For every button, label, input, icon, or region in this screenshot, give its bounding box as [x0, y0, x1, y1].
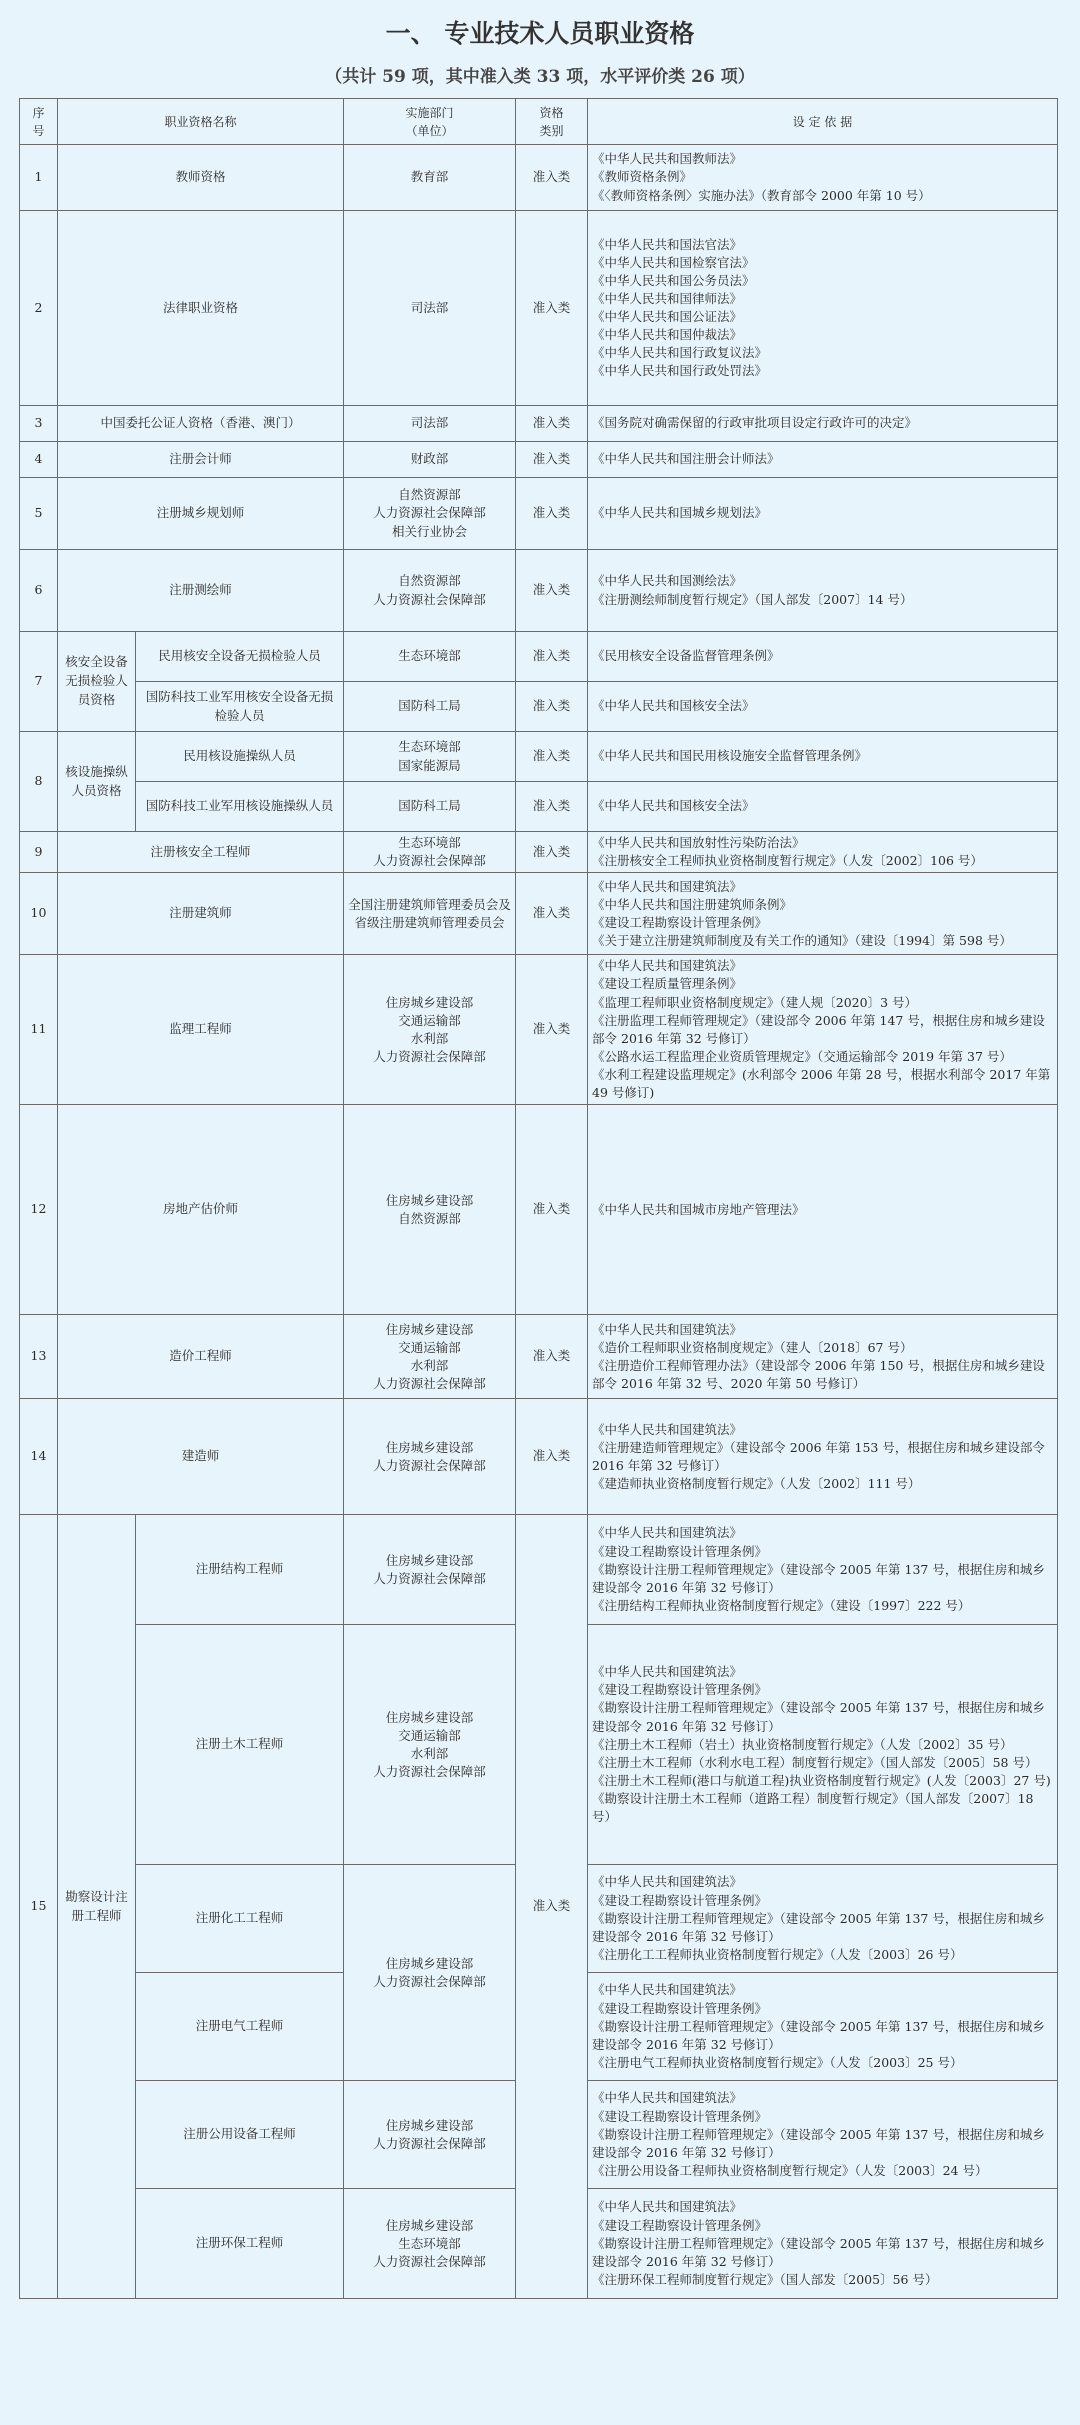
legal-basis-line: 《勘察设计注册工程师管理规定》（建设部令 2005 年第 137 号，根据住房和城乡建设部令 2016 年第 32 号修订）: [592, 1561, 1045, 1595]
table-row: [20, 406, 1058, 442]
qualification-type: 准入类: [516, 211, 588, 406]
department: [344, 955, 516, 1105]
legal-basis-line: 《注册监理工程师管理规定》（建设部令 2006 年第 147 号，根据住房和城乡建设部令 2016 年第 32 号修订）: [592, 1012, 1045, 1046]
legal-basis-line: 《注册建造师管理规定》（建设部令 2006 年第 153 号，根据住房和城乡建设部令 2016 年第 32 号修订）: [592, 1439, 1045, 1473]
qualification-name: 教师资格: [58, 145, 344, 211]
legal-basis-line: 《中华人民共和国建筑法》: [592, 2199, 743, 2215]
qualification-name: 注册结构工程师: [136, 1515, 344, 1625]
qualification-name: 房地产估价师: [58, 1105, 344, 1315]
qualification-group: 核设施操纵人员资格: [58, 732, 136, 832]
legal-basis-line: 《中华人民共和国行政处罚法》: [592, 363, 768, 379]
qualification-name: 注册城乡规划师: [58, 478, 344, 550]
header-name: 职业资格名称: [58, 99, 344, 145]
legal-basis-line: 《注册造价工程师管理办法》（建设部令 2006 年第 150 号，根据住房和城乡建设部令 2016 年第 32 号、2020 年第 50 号修订）: [592, 1357, 1045, 1391]
table-row: [20, 955, 1058, 1105]
department-line: 人力资源社会保障部: [373, 591, 486, 607]
legal-basis-line: 《中华人民共和国测绘法》: [592, 573, 743, 589]
qualification-name: 造价工程师: [58, 1315, 344, 1399]
legal-basis-line: 《建设工程勘察设计管理条例》: [592, 2217, 768, 2233]
department-line: 住房城乡建设部: [385, 1321, 474, 1337]
qualification-type: 准入类: [516, 1105, 588, 1315]
legal-basis-line: 《注册公用设备工程师执业资格制度暂行规定》（人发〔2003〕24 号）: [592, 2162, 988, 2178]
department: [344, 1515, 516, 1625]
department: [344, 1625, 516, 1865]
header-basis: 设 定 依 据: [588, 99, 1058, 145]
legal-basis-line: 《教师资格条例》: [592, 169, 693, 185]
legal-basis-line: 《民用核安全设备监督管理条例》: [592, 648, 780, 664]
department: [344, 1105, 516, 1315]
qualification-name: 国防科技工业军用核安全设备无损检验人员: [136, 682, 344, 732]
qualification-group: 勘察设计注册工程师: [58, 1515, 136, 2299]
table-header-row: [20, 99, 1058, 145]
row-number: 7: [20, 632, 58, 732]
row-number: 6: [20, 550, 58, 632]
qualification-group: 核安全设备无损检验人员资格: [58, 632, 136, 732]
department-line: 全国注册建筑师管理委员会及省级注册建筑师管理委员会: [348, 896, 511, 930]
legal-basis: [588, 732, 1058, 782]
department: [344, 782, 516, 832]
qualification-type: 准入类: [516, 406, 588, 442]
row-number: 4: [20, 442, 58, 478]
qualification-type: 准入类: [516, 1315, 588, 1399]
department-line: 人力资源社会保障部: [373, 2135, 486, 2151]
table-row: [20, 1105, 1058, 1315]
department: [344, 406, 516, 442]
qualification-name: 注册环保工程师: [136, 2189, 344, 2299]
legal-basis-line: 《中华人民共和国建筑法》: [592, 1874, 743, 1890]
qualification-name: 注册土木工程师: [136, 1625, 344, 1865]
legal-basis-line: 《中华人民共和国检察官法》: [592, 254, 755, 270]
qualification-name: 监理工程师: [58, 955, 344, 1105]
department-line: 教育部: [410, 169, 449, 185]
legal-basis-line: 《中华人民共和国仲裁法》: [592, 327, 743, 343]
qualification-name: 建造师: [58, 1399, 344, 1515]
department: [344, 1399, 516, 1515]
legal-basis-line: 《中华人民共和国建筑法》: [592, 2090, 743, 2106]
department-line: 生态环境部: [398, 835, 461, 850]
department-line: 生态环境部: [398, 648, 461, 664]
department-line: 水利部: [410, 1030, 449, 1046]
legal-basis-line: 《中华人民共和国建筑法》: [592, 958, 743, 974]
department-line: 住房城乡建设部: [385, 994, 474, 1010]
legal-basis-line: 《建设工程勘察设计管理条例》: [592, 1892, 768, 1908]
legal-basis-line: 《中华人民共和国建筑法》: [592, 1664, 743, 1680]
table-row: [20, 682, 1058, 732]
legal-basis-line: 《建设工程质量管理条例》: [592, 976, 743, 992]
department-line: 财政部: [410, 451, 449, 467]
legal-basis-line: 《勘察设计注册工程师管理规定》（建设部令 2005 年第 137 号，根据住房和城乡建设部令 2016 年第 32 号修订）: [592, 2126, 1045, 2160]
department-line: 住房城乡建设部: [385, 1552, 474, 1568]
department: [344, 2189, 516, 2299]
legal-basis-line: 《中华人民共和国建筑法》: [592, 1982, 743, 1998]
department-line: 住房城乡建设部: [385, 1955, 474, 1971]
department: [344, 211, 516, 406]
department-line: 国防科工局: [398, 698, 461, 714]
legal-basis-line: 《中华人民共和国行政复议法》: [592, 345, 768, 361]
department-line: 住房城乡建设部: [385, 1709, 474, 1725]
legal-basis-line: 《建设工程勘察设计管理条例》: [592, 2000, 768, 2016]
legal-basis-line: 《勘察设计注册工程师管理规定》（建设部令 2005 年第 137 号，根据住房和城乡建设部令 2016 年第 32 号修订）: [592, 1910, 1045, 1944]
table-row: [20, 1399, 1058, 1515]
legal-basis-line: 《中华人民共和国民用核设施安全监督管理条例》: [592, 748, 868, 764]
legal-basis-line: 《中华人民共和国放射性污染防治法》: [592, 835, 805, 850]
legal-basis: [588, 1973, 1058, 2081]
department: [344, 478, 516, 550]
department-line: 住房城乡建设部: [385, 1439, 474, 1455]
qualification-table: [19, 98, 1058, 2299]
qualification-type: 准入类: [516, 550, 588, 632]
department-line: 水利部: [410, 1357, 449, 1373]
qualification-type: 准入类: [516, 732, 588, 782]
table-row: [20, 873, 1058, 955]
department: [344, 1865, 516, 2081]
department-line: 交通运输部: [398, 1012, 461, 1028]
legal-basis: [588, 145, 1058, 211]
legal-basis-line: 《注册电气工程师执业资格制度暂行规定》（人发〔2003〕25 号）: [592, 2054, 963, 2070]
table-row: [20, 145, 1058, 211]
row-number: 8: [20, 732, 58, 832]
department: [344, 550, 516, 632]
legal-basis-line: 《注册土木工程师（岩土）执业资格制度暂行规定》（人发〔2002〕35 号）: [592, 1736, 1013, 1752]
legal-basis-line: 《中华人民共和国城乡规划法》: [592, 505, 768, 521]
legal-basis-line: 《注册化工工程师执业资格制度暂行规定》（人发〔2003〕26 号）: [592, 1946, 963, 1962]
qualification-name: 国防科技工业军用核设施操纵人员: [136, 782, 344, 832]
department-line: 人力资源社会保障部: [373, 1375, 486, 1391]
legal-basis: [588, 406, 1058, 442]
legal-basis-line: 《中华人民共和国公务员法》: [592, 272, 755, 288]
legal-basis-line: 《建设工程勘察设计管理条例》: [592, 914, 768, 930]
department-line: 人力资源社会保障部: [373, 853, 486, 869]
qualification-type: 准入类: [516, 682, 588, 732]
legal-basis-line: 《中华人民共和国注册建筑师条例》: [592, 896, 793, 912]
row-number: 1: [20, 145, 58, 211]
department: [344, 682, 516, 732]
legal-basis: [588, 1625, 1058, 1865]
qualification-type: 准入类: [516, 442, 588, 478]
legal-basis-line: 《〈教师资格条例〉实施办法》（教育部令 2000 年第 10 号）: [592, 187, 931, 203]
department: [344, 832, 516, 873]
legal-basis: [588, 1399, 1058, 1515]
department-line: 生态环境部: [398, 739, 461, 755]
legal-basis-line: 《中华人民共和国建筑法》: [592, 878, 743, 894]
row-number: 2: [20, 211, 58, 406]
legal-basis-line: 《勘察设计注册土木工程师（道路工程）制度暂行规定》（国人部发〔2007〕18 号）: [592, 1791, 1034, 1825]
legal-basis-line: 《注册结构工程师执业资格制度暂行规定》（建设〔1997〕222 号）: [592, 1597, 971, 1613]
table-body: [20, 145, 1058, 2299]
legal-basis: [588, 873, 1058, 955]
department: [344, 873, 516, 955]
legal-basis-line: 《建设工程勘察设计管理条例》: [592, 1682, 768, 1698]
legal-basis: [588, 1105, 1058, 1315]
table-row: [20, 732, 1058, 782]
legal-basis-line: 《勘察设计注册工程师管理规定》（建设部令 2005 年第 137 号，根据住房和城乡建设部令 2016 年第 32 号修订）: [592, 1700, 1045, 1734]
legal-basis: [588, 2189, 1058, 2299]
legal-basis-line: 《中华人民共和国公证法》: [592, 309, 743, 324]
page-title: 一、 专业技术人员职业资格: [385, 19, 695, 48]
legal-basis: [588, 211, 1058, 406]
table-row: [20, 782, 1058, 832]
department-line: 国防科工局: [398, 798, 461, 814]
department-line: 司法部: [410, 299, 449, 315]
department-line: 住房城乡建设部: [385, 1192, 474, 1208]
legal-basis-line: 《公路水运工程监理企业资质管理规定》（交通运输部令 2019 年第 37 号）: [592, 1048, 1012, 1064]
table-row: [20, 832, 1058, 873]
row-number: 3: [20, 406, 58, 442]
header-dept: 实施部门 （单位）: [344, 99, 516, 145]
legal-basis-line: 《中华人民共和国注册会计师法》: [592, 451, 780, 467]
table-row: [20, 1315, 1058, 1399]
legal-basis: [588, 682, 1058, 732]
legal-basis: [588, 832, 1058, 873]
table-row: [20, 1515, 1058, 1625]
legal-basis: [588, 632, 1058, 682]
legal-basis-line: 《注册土木工程师（水利水电工程）制度暂行规定》（国人部发〔2005〕58 号）: [592, 1754, 1038, 1770]
department-line: 自然资源部: [398, 487, 461, 503]
qualification-name: 注册建筑师: [58, 873, 344, 955]
legal-basis-line: 《中华人民共和国教师法》: [592, 151, 743, 167]
legal-basis: [588, 1315, 1058, 1399]
row-number: 12: [20, 1105, 58, 1315]
qualification-name: 中国委托公证人资格（香港、澳门）: [58, 406, 344, 442]
legal-basis-line: 《中华人民共和国城市房地产管理法》: [592, 1201, 805, 1217]
department-line: 人力资源社会保障部: [373, 1048, 486, 1064]
department-line: 自然资源部: [398, 573, 461, 589]
department-line: 国家能源局: [398, 757, 461, 773]
qualification-name: 注册会计师: [58, 442, 344, 478]
qualification-name: 注册化工工程师: [136, 1865, 344, 1973]
legal-basis-line: 《勘察设计注册工程师管理规定》（建设部令 2005 年第 137 号，根据住房和城乡建设部令 2016 年第 32 号修订）: [592, 2018, 1045, 2052]
department-line: 水利部: [410, 1745, 449, 1761]
legal-basis-line: 《注册测绘师制度暂行规定》（国人部发〔2007〕14 号）: [592, 591, 913, 607]
table-row: [20, 478, 1058, 550]
qualification-name: 注册电气工程师: [136, 1973, 344, 2081]
legal-basis-line: 《中华人民共和国建筑法》: [592, 1525, 743, 1541]
legal-basis: [588, 478, 1058, 550]
page-subtitle: （共计 59 项，其中准入类 33 项，水平评价类 26 项）: [325, 67, 755, 87]
row-number: 15: [20, 1515, 58, 2299]
qualification-type: 准入类: [516, 873, 588, 955]
legal-basis-line: 《造价工程师职业资格制度规定》（建人〔2018〕67 号）: [592, 1339, 913, 1355]
department-line: 人力资源社会保障部: [373, 1570, 486, 1586]
department-line: 自然资源部: [398, 1210, 461, 1226]
qualification-type: 准入类: [516, 632, 588, 682]
row-number: 10: [20, 873, 58, 955]
legal-basis-line: 《中华人民共和国核安全法》: [592, 798, 755, 814]
legal-basis-line: 《建设工程勘察设计管理条例》: [592, 2108, 768, 2124]
department: [344, 442, 516, 478]
legal-basis: [588, 550, 1058, 632]
row-number: 9: [20, 832, 58, 873]
department-line: 司法部: [410, 415, 449, 431]
qualification-name: 注册公用设备工程师: [136, 2081, 344, 2189]
department-line: 人力资源社会保障部: [373, 1457, 486, 1473]
qualification-type: 准入类: [516, 955, 588, 1105]
qualification-type: 准入类: [516, 1399, 588, 1515]
department-line: 生态环境部: [398, 2235, 461, 2251]
department: [344, 2081, 516, 2189]
department-line: 人力资源社会保障部: [373, 505, 486, 521]
qualification-name: 民用核设施操纵人员: [136, 732, 344, 782]
legal-basis-line: 《注册核安全工程师执业资格制度暂行规定》（人发〔2002〕106 号）: [592, 853, 983, 869]
department-line: 交通运输部: [398, 1339, 461, 1355]
legal-basis-line: 《中华人民共和国核安全法》: [592, 698, 755, 714]
header-no: 序 号: [20, 99, 58, 145]
department-line: 住房城乡建设部: [385, 2117, 474, 2133]
legal-basis-line: 《勘察设计注册工程师管理规定》（建设部令 2005 年第 137 号，根据住房和城乡建设部令 2016 年第 32 号修订）: [592, 2235, 1045, 2269]
qualification-type: 准入类: [516, 782, 588, 832]
department-line: 住房城乡建设部: [385, 2217, 474, 2233]
legal-basis-line: 《注册环保工程师制度暂行规定》（国人部发〔2005〕56 号）: [592, 2271, 938, 2287]
legal-basis-line: 《监理工程师职业资格制度规定》（建人规〔2020〕3 号）: [592, 994, 918, 1010]
legal-basis: [588, 1865, 1058, 1973]
row-number: 13: [20, 1315, 58, 1399]
table-row: [20, 442, 1058, 478]
table-row: [20, 550, 1058, 632]
legal-basis: [588, 782, 1058, 832]
qualification-name: 注册核安全工程师: [58, 832, 344, 873]
legal-basis-line: 《注册土木工程师(港口与航道工程)执业资格制度暂行规定》(人发〔2003〕27 号): [592, 1772, 1051, 1788]
legal-basis-line: 《中华人民共和国法官法》: [592, 236, 743, 252]
department: [344, 1315, 516, 1399]
legal-basis-line: 《中华人民共和国建筑法》: [592, 1421, 743, 1437]
legal-basis-line: 《中华人民共和国建筑法》: [592, 1321, 743, 1337]
legal-basis-line: 《中华人民共和国律师法》: [592, 290, 743, 306]
department-line: 人力资源社会保障部: [373, 1763, 486, 1779]
legal-basis-line: 《建造师执业资格制度暂行规定》（人发〔2002〕111 号）: [592, 1475, 921, 1491]
row-number: 5: [20, 478, 58, 550]
department-line: 人力资源社会保障部: [373, 1973, 486, 1989]
department: [344, 732, 516, 782]
table-row: [20, 632, 1058, 682]
qualification-type: 准入类: [516, 1515, 588, 2299]
legal-basis: [588, 442, 1058, 478]
qualification-name: 民用核安全设备无损检验人员: [136, 632, 344, 682]
row-number: 11: [20, 955, 58, 1105]
legal-basis-line: 《关于建立注册建筑师制度及有关工作的通知》（建设〔1994〕第 598 号）: [592, 932, 1012, 948]
department-line: 人力资源社会保障部: [373, 2253, 486, 2269]
qualification-name: 法律职业资格: [58, 211, 344, 406]
qualification-type: 准入类: [516, 832, 588, 873]
row-number: 14: [20, 1399, 58, 1515]
legal-basis: [588, 955, 1058, 1105]
legal-basis-line: 《国务院对确需保留的行政审批项目设定行政许可的决定》: [592, 415, 918, 431]
department-line: 交通运输部: [398, 1727, 461, 1743]
qualification-type: 准入类: [516, 145, 588, 211]
department: [344, 145, 516, 211]
legal-basis-line: 《水利工程建设监理规定》(水利部令 2006 年第 28 号，根据水利部令 2017 年第 49 号修订): [592, 1067, 1051, 1101]
qualification-type: 准入类: [516, 478, 588, 550]
department: [344, 632, 516, 682]
legal-basis: [588, 2081, 1058, 2189]
header-type: 资格 类别: [516, 99, 588, 145]
legal-basis: [588, 1515, 1058, 1625]
department-line: 相关行业协会: [392, 523, 468, 539]
legal-basis-line: 《建设工程勘察设计管理条例》: [592, 1543, 768, 1559]
table-row: [20, 211, 1058, 406]
qualification-name: 注册测绘师: [58, 550, 344, 632]
